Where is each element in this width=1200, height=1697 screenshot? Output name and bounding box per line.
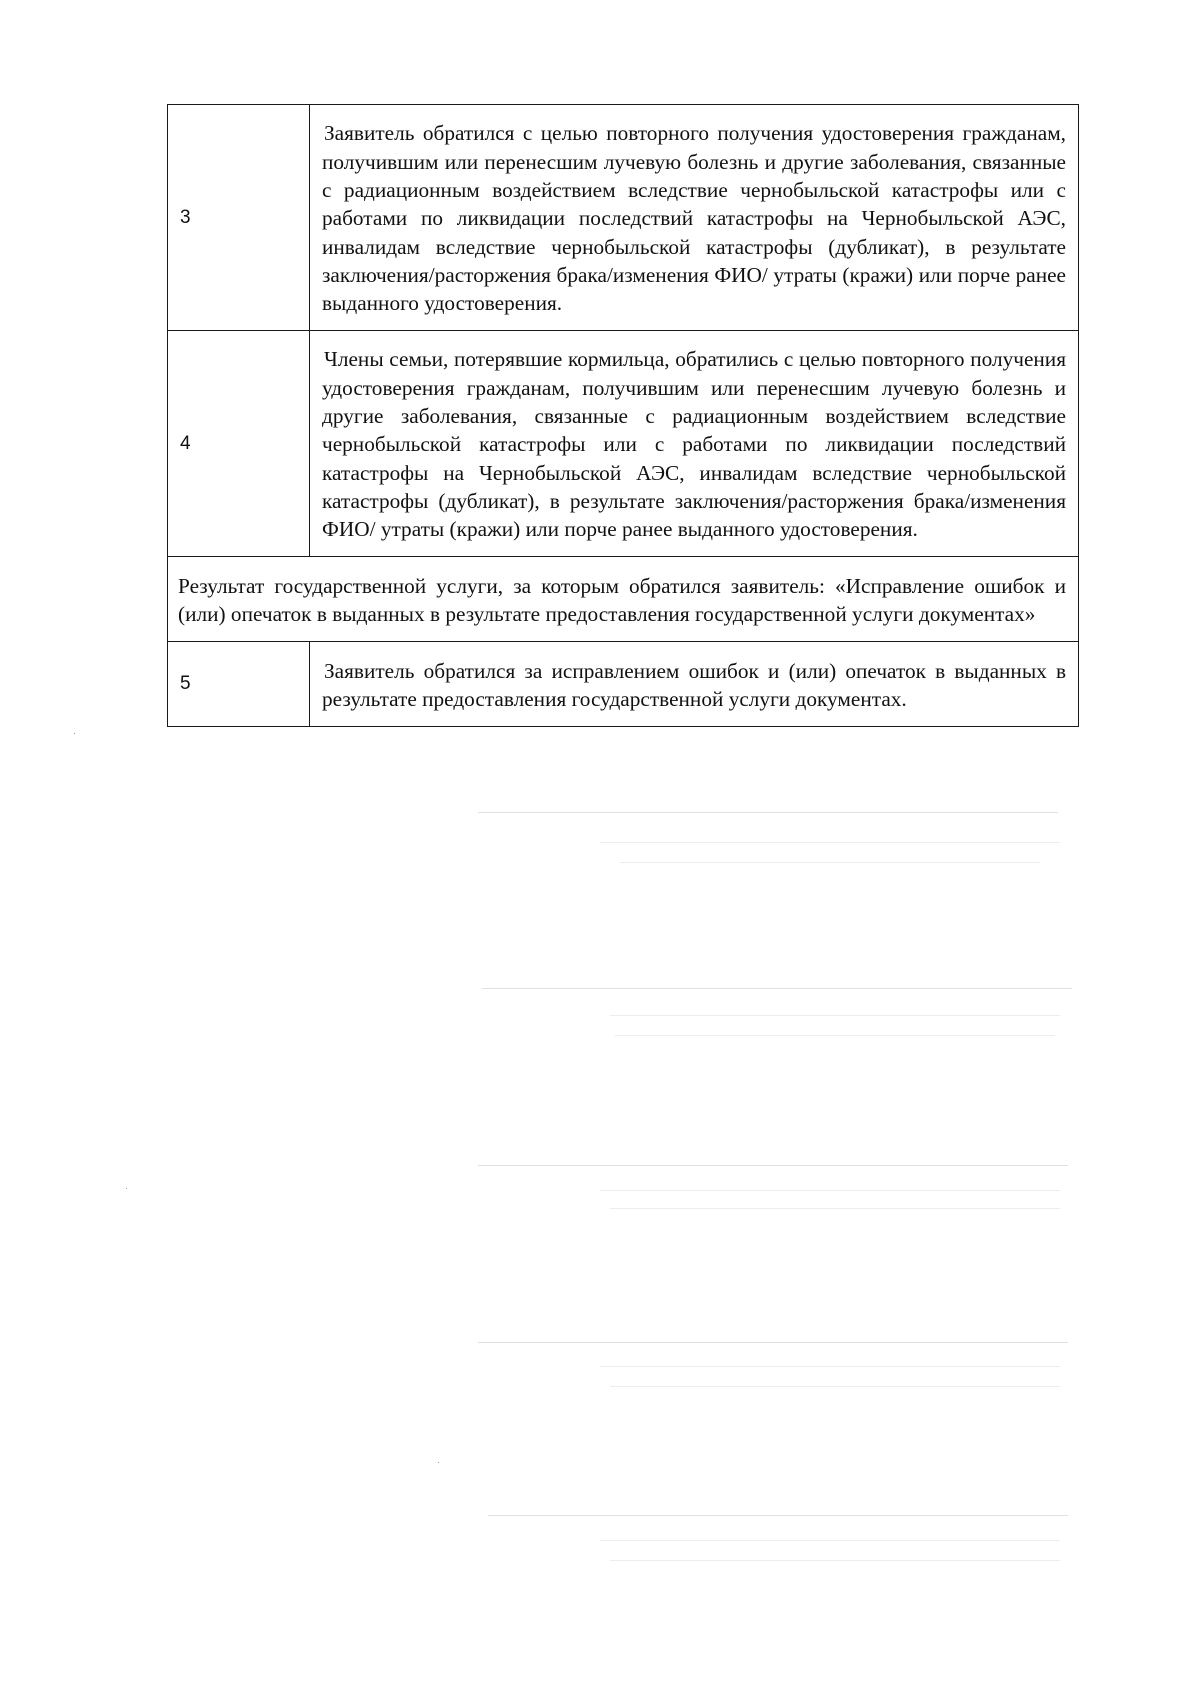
- row-description: Члены семьи, потерявшие кормильца, обратились с целью повторного получения удостоверения гражданам, получившим или перенесшим лучевую болезнь и другие заболевания, связанные с радиационным воздействием вследствие чернобыльской катастрофы или с работами по ликвидации последствий катастрофы на Чернобыльской АЭС, инвалидам вследствие чернобыльской катастрофы (дубликат), в результате заключения/расторжения брака/изменения ФИО/ утраты (кражи) или порче ранее выданного удостоверения.: [310, 331, 1079, 557]
- section-heading: Результат государственной услуги, за которым обратился заявитель: «Исправление ошибок и (или) опечаток в выданных в результате предоставления государственной услуги документах»: [168, 557, 1079, 642]
- table-row: [168, 331, 1079, 557]
- document-table: [167, 104, 1079, 727]
- table-row: [168, 105, 1079, 331]
- row-description: Заявитель обратился за исправлением ошибок и (или) опечаток в выданных в результате предоставления государственной услуги документах.: [310, 642, 1079, 727]
- row-number: 5: [168, 642, 310, 727]
- section-heading-row: [168, 557, 1079, 642]
- row-number: 4: [168, 331, 310, 557]
- row-description: Заявитель обратился с целью повторного получения удостоверения гражданам, получившим или перенесшим лучевую болезнь и другие заболевания, связанные с радиационным воздействием вследствие чернобыльской катастрофы или с работами по ликвидации последствий катастрофы на Чернобыльской АЭС, инвалидам вследствие чернобыльской катастрофы (дубликат), в результате заключения/расторжения брака/изменения ФИО/ утраты (кражи) или порче ранее выданного удостоверения.: [310, 105, 1079, 331]
- row-number: 3: [168, 105, 310, 331]
- table-row: [168, 642, 1079, 727]
